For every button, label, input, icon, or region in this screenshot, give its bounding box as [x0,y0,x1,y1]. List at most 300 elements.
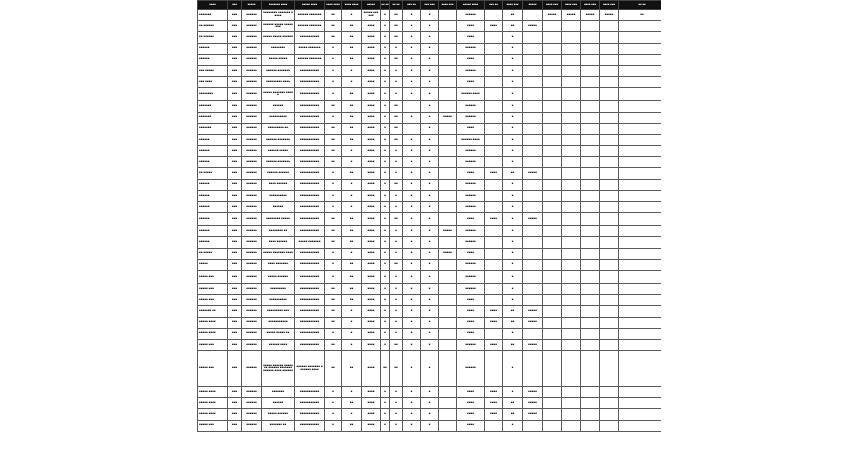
table-cell: ▪ [403,306,421,317]
table-cell: ▪▪ [390,101,403,112]
table-cell [523,295,543,306]
table-cell: ▪ [421,398,439,409]
table-cell [523,10,543,21]
table-cell: ▪▪▪▪▪▪▪ [198,10,228,21]
table-cell: ▪▪ [390,10,403,21]
table-cell: ▪▪ [503,339,523,350]
table-cell [523,283,543,294]
table-cell: ▪▪ [342,112,362,123]
table-cell [543,88,562,101]
table-cell: ▪▪▪▪▪ ▪▪▪ [198,270,228,283]
table-row [198,398,662,409]
table-cell: ▪▪▪▪▪▪ [457,339,485,350]
table-cell: ▪ [390,190,403,201]
table-cell: ▪ [421,409,439,420]
table-cell: ▪▪▪▪▪▪ [457,259,485,270]
table-cell: ▪▪▪▪▪ ▪▪▪▪▪ ▪▪ [262,328,295,339]
table-cell: ▪▪ [390,21,403,32]
table-cell: ▪▪▪▪ [362,54,381,65]
table-row [198,351,662,387]
table-cell: ▪ [403,168,421,179]
table-cell [439,157,457,168]
table-cell [439,409,457,420]
table-cell [439,398,457,409]
table-cell: ▪ [325,112,342,123]
table-cell [543,270,562,283]
table-cell: ▪ [503,77,523,88]
table-cell: ▪ [342,387,362,398]
table-cell [600,32,619,43]
table-cell: ▪▪▪▪▪▪ [198,179,228,190]
table-cell: ▪▪▪▪▪▪ [198,134,228,145]
table-row [198,123,662,134]
table-cell [619,409,662,420]
table-cell: ▪▪▪▪▪ [439,226,457,237]
table-cell: ▪▪▪▪▪ [581,10,600,21]
table-cell: ▪ [390,237,403,248]
table-cell: ▪▪ [342,43,362,54]
table-cell: ▪▪▪▪▪▪ [457,283,485,294]
table-cell: ▪▪▪▪▪ ▪▪▪▪▪▪ ▪▪▪▪▪▪▪ ▪▪▪▪▪▪ ▪▪▪▪▪▪▪ ▪▪▪▪▪▪ ▪▪▪▪ ▪▪▪▪▪▪ [262,351,295,387]
table-cell: ▪▪▪▪ [457,409,485,420]
column-header: ▪▪▪▪ ▪▪▪ [581,1,600,10]
table-cell: ▪ [390,328,403,339]
table-cell: ▪▪▪▪▪▪ [457,10,485,21]
table-row [198,77,662,88]
table-cell [619,202,662,213]
table-row [198,179,662,190]
table-cell: ▪ [325,270,342,283]
table-cell [600,259,619,270]
table-cell [581,190,600,201]
table-cell: ▪▪▪ [228,295,242,306]
table-cell: ▪▪▪▪▪▪▪▪▪▪ [262,295,295,306]
table-row [198,43,662,54]
table-cell [439,77,457,88]
table-row [198,134,662,145]
table-cell: ▪ [325,190,342,201]
table-cell: ▪▪▪ [228,10,242,21]
table-cell: ▪ [403,226,421,237]
table-cell: ▪ [325,248,342,259]
table-cell: ▪ [390,146,403,157]
table-row [198,328,662,339]
table-cell: ▪ [342,202,362,213]
table-cell [543,190,562,201]
table-cell [600,317,619,328]
table-cell: ▪ [381,339,390,350]
table-cell: ▪ [381,226,390,237]
table-cell [581,43,600,54]
table-cell: ▪▪▪▪▪▪ [242,226,262,237]
table-cell: ▪▪▪▪▪▪▪▪▪ ▪▪▪ [262,306,295,317]
table-cell [619,248,662,259]
table-cell: ▪ [403,398,421,409]
table-cell: ▪▪▪▪▪▪ ▪▪▪▪▪▪▪ [262,65,295,76]
table-cell: ▪▪▪▪▪▪ [242,409,262,420]
table-cell: ▪▪▪▪▪▪ ▪▪▪▪▪▪▪ [295,10,325,21]
column-header: ▪▪ ▪▪ [390,1,403,10]
table-cell: ▪▪▪ [228,134,242,145]
table-cell [619,213,662,226]
table-cell: ▪ [325,54,342,65]
table-cell [543,134,562,145]
table-cell: ▪▪▪▪▪ ▪▪▪▪▪▪▪ ▪▪▪▪ [262,248,295,259]
table-cell [581,123,600,134]
table-cell [600,179,619,190]
table-cell: ▪▪ [342,54,362,65]
table-cell: ▪ [421,43,439,54]
table-cell [562,317,581,328]
table-cell: ▪ [403,213,421,226]
table-cell: ▪ [342,306,362,317]
table-cell: ▪▪▪▪▪▪▪▪▪▪▪ [295,190,325,201]
table-cell: ▪ [421,213,439,226]
table-cell: ▪▪▪▪ [362,420,381,431]
table-cell [619,146,662,157]
table-cell [562,43,581,54]
table-cell: ▪▪▪▪▪ ▪▪▪▪▪ [262,54,295,65]
table-row [198,146,662,157]
table-cell: ▪ [403,328,421,339]
table-cell [619,77,662,88]
table-cell: ▪ [342,248,362,259]
table-cell: ▪ [325,168,342,179]
table-cell [439,32,457,43]
table-cell: ▪ [421,32,439,43]
table-cell: ▪▪ [325,157,342,168]
table-cell [562,306,581,317]
table-cell: ▪▪▪▪▪▪ [242,328,262,339]
table-cell: ▪ [421,328,439,339]
table-cell [543,101,562,112]
table-cell: ▪ [421,202,439,213]
table-cell [485,43,503,54]
table-cell: ▪▪ ▪▪▪▪▪ [198,168,228,179]
table-cell: ▪ [421,101,439,112]
table-cell [543,202,562,213]
table-row [198,65,662,76]
table-cell [600,409,619,420]
table-cell: ▪▪▪▪▪ [523,409,543,420]
column-header: ▪▪▪▪ ▪▪▪ [600,1,619,10]
table-cell [439,146,457,157]
table-cell: ▪ [403,270,421,283]
table-cell [619,237,662,248]
table-cell [562,54,581,65]
table-cell [439,306,457,317]
table-cell: ▪ [503,88,523,101]
table-cell [523,270,543,283]
table-cell: ▪ [503,123,523,134]
table-cell: ▪▪▪▪ [362,226,381,237]
column-header: ▪▪▪▪▪ ▪▪▪▪ [295,1,325,10]
table-cell: ▪▪▪▪▪▪ [198,54,228,65]
table-cell [485,157,503,168]
table-cell: ▪▪▪▪▪▪ ▪▪▪▪▪ [262,146,295,157]
table-cell: ▪ [390,202,403,213]
table-cell [581,270,600,283]
table-cell: ▪▪▪▪ [362,123,381,134]
table-cell: ▪▪ [325,146,342,157]
table-cell: ▪▪▪▪▪▪ [242,237,262,248]
table-cell: ▪▪▪▪▪ [523,21,543,32]
table-cell: ▪ [403,146,421,157]
table-cell: ▪ [342,146,362,157]
table-cell [543,21,562,32]
table-row [198,190,662,201]
table-cell: ▪▪▪▪ [362,213,381,226]
table-cell: ▪ [403,43,421,54]
table-cell [619,306,662,317]
table-cell [543,328,562,339]
table-cell: ▪▪▪▪ [457,317,485,328]
table-cell [562,213,581,226]
table-cell: ▪ [503,202,523,213]
table-cell: ▪ [421,306,439,317]
table-cell: ▪▪▪▪▪▪▪▪▪▪▪ [295,420,325,431]
table-cell: ▪ [503,43,523,54]
table-cell: ▪▪▪▪▪▪ [242,123,262,134]
table-cell [543,398,562,409]
table-cell: ▪▪▪ [228,248,242,259]
table-cell: ▪▪▪▪ [457,420,485,431]
table-cell: ▪▪▪▪▪▪ [198,213,228,226]
table-cell: ▪ [403,202,421,213]
table-cell [485,248,503,259]
table-row [198,409,662,420]
table-cell: ▪▪▪▪ [457,295,485,306]
table-cell: ▪▪▪ [228,101,242,112]
spreadsheet-page [197,0,661,450]
table-cell [523,65,543,76]
table-cell: ▪▪▪▪▪▪▪▪▪▪▪ [295,157,325,168]
table-cell: ▪▪ [342,259,362,270]
table-cell: ▪ [390,226,403,237]
table-cell: ▪▪▪ [228,179,242,190]
table-cell: ▪▪▪▪▪▪ ▪▪▪▪ [262,339,295,350]
table-cell: ▪ [403,65,421,76]
table-cell: ▪ [503,328,523,339]
table-cell [523,179,543,190]
table-cell [581,351,600,387]
column-header: ▪▪▪ ▪▪▪ [421,1,439,10]
table-cell: ▪▪▪▪ [457,398,485,409]
table-cell: ▪▪▪▪ [362,351,381,387]
table-cell [619,190,662,201]
table-cell: ▪ [421,226,439,237]
column-header: ▪▪▪ [228,1,242,10]
table-cell: ▪▪▪ [228,237,242,248]
table-cell [523,157,543,168]
table-cell [581,179,600,190]
table-cell [619,32,662,43]
table-cell [581,226,600,237]
table-cell: ▪▪ [342,168,362,179]
table-cell: ▪ [403,157,421,168]
table-cell: ▪▪▪▪▪▪ [242,398,262,409]
table-cell [439,123,457,134]
table-cell: ▪▪▪▪▪▪▪▪▪▪▪ [295,202,325,213]
table-cell: ▪▪▪▪ [457,54,485,65]
table-row [198,112,662,123]
column-header: ▪▪▪ ▪▪ [485,1,503,10]
table-cell: ▪ [381,54,390,65]
column-header: ▪▪▪▪ [198,1,228,10]
table-cell [485,32,503,43]
table-cell [485,202,503,213]
table-cell: ▪▪▪▪▪▪ [242,43,262,54]
table-cell: ▪ [403,237,421,248]
table-cell: ▪ [325,259,342,270]
table-cell [543,259,562,270]
table-cell [523,43,543,54]
table-cell: ▪▪▪ [228,168,242,179]
table-cell: ▪ [390,248,403,259]
table-cell: ▪ [403,32,421,43]
table-cell [485,270,503,283]
table-cell: ▪▪▪▪▪ ▪▪▪▪▪▪▪ [295,43,325,54]
table-cell: ▪▪▪▪▪ ▪▪▪▪▪▪ [262,409,295,420]
table-cell [562,112,581,123]
table-cell: ▪ [421,146,439,157]
column-header: ▪▪▪▪ ▪▪▪ [439,1,457,10]
table-row [198,10,662,21]
table-cell: ▪ [342,317,362,328]
table-cell: ▪ [342,409,362,420]
table-cell: ▪▪▪▪ [457,248,485,259]
table-cell: ▪▪▪▪ [362,306,381,317]
table-cell: ▪▪▪▪▪ ▪▪▪▪ [198,409,228,420]
table-cell: ▪ [403,112,421,123]
table-cell [562,123,581,134]
column-header: ▪▪▪▪ ▪▪▪ [543,1,562,10]
table-cell [523,259,543,270]
table-cell: ▪▪▪▪▪▪▪ [198,112,228,123]
table-cell: ▪ [421,10,439,21]
table-cell: ▪▪ [325,10,342,21]
table-cell [562,237,581,248]
table-cell [581,339,600,350]
table-cell: ▪▪▪▪▪▪ [242,21,262,32]
table-cell: ▪ [381,168,390,179]
table-cell [581,77,600,88]
table-cell: ▪ [381,190,390,201]
table-cell: ▪ [421,179,439,190]
table-cell [600,43,619,54]
table-cell [543,420,562,431]
table-cell: ▪▪ [342,226,362,237]
table-cell [600,351,619,387]
table-cell: ▪▪▪▪ [457,328,485,339]
table-cell: ▪ [325,387,342,398]
table-cell: ▪▪▪▪▪▪▪▪ ▪▪▪▪▪▪▪ ▪▪▪▪▪ [262,10,295,21]
table-cell [581,54,600,65]
table-cell: ▪ [503,270,523,283]
table-cell: ▪▪▪▪ [362,101,381,112]
table-cell: ▪▪▪▪ [457,213,485,226]
table-cell: ▪▪▪▪▪ [523,168,543,179]
table-cell [619,339,662,350]
table-cell: ▪▪▪▪ [362,134,381,145]
table-cell [543,295,562,306]
table-cell: ▪ [381,157,390,168]
table-cell: ▪ [403,248,421,259]
table-cell [543,123,562,134]
header-row [198,1,662,10]
table-cell: ▪ [503,237,523,248]
table-cell: ▪▪▪▪▪ [523,213,543,226]
table-cell: ▪ [390,88,403,101]
table-cell [543,54,562,65]
table-cell: ▪▪▪▪▪ [600,10,619,21]
table-cell: ▪▪▪▪ [362,328,381,339]
table-cell [543,32,562,43]
table-cell [485,146,503,157]
table-cell: ▪▪▪▪▪▪ [242,283,262,294]
table-cell [439,202,457,213]
table-cell [600,65,619,76]
table-cell: ▪▪▪▪▪▪▪▪▪▪ [262,112,295,123]
table-cell [485,112,503,123]
table-cell [562,328,581,339]
table-cell: ▪▪▪▪▪▪▪▪▪▪▪ [295,398,325,409]
table-cell [485,190,503,201]
table-cell [619,398,662,409]
table-cell: ▪▪ [503,168,523,179]
table-cell [619,179,662,190]
table-cell: ▪ [390,398,403,409]
table-cell: ▪▪▪ [228,339,242,350]
table-cell [600,248,619,259]
table-cell: ▪▪▪ [228,317,242,328]
table-cell [600,157,619,168]
table-cell: ▪ [390,168,403,179]
table-cell: ▪▪ [390,123,403,134]
table-cell: ▪ [421,420,439,431]
table-cell: ▪ [381,398,390,409]
table-cell [600,213,619,226]
table-cell [485,226,503,237]
table-cell: ▪▪ [503,21,523,32]
table-cell: ▪▪ [325,283,342,294]
table-cell: ▪ [381,123,390,134]
table-cell: ▪▪▪▪▪▪▪▪▪▪▪ [295,101,325,112]
table-row [198,168,662,179]
table-cell: ▪ [503,134,523,145]
table-cell: ▪▪ [342,21,362,32]
table-cell [403,123,421,134]
table-cell [581,259,600,270]
table-cell [439,10,457,21]
table-cell: ▪ [503,190,523,201]
table-cell: ▪▪▪▪▪▪ [242,146,262,157]
table-cell: ▪▪ [342,88,362,101]
table-cell [562,168,581,179]
table-cell [543,387,562,398]
table-cell: ▪▪▪ [228,270,242,283]
table-cell [619,168,662,179]
table-cell: ▪ [390,420,403,431]
table-cell [581,409,600,420]
table-cell [485,420,503,431]
table-cell [600,101,619,112]
table-cell: ▪▪▪▪▪ ▪▪▪▪ [198,317,228,328]
table-cell: ▪▪▪▪▪▪▪▪▪▪▪ [295,112,325,123]
table-cell: ▪▪▪▪▪▪ [198,226,228,237]
table-cell: ▪ [403,420,421,431]
table-cell: ▪▪▪▪▪▪▪▪▪▪▪ [295,283,325,294]
